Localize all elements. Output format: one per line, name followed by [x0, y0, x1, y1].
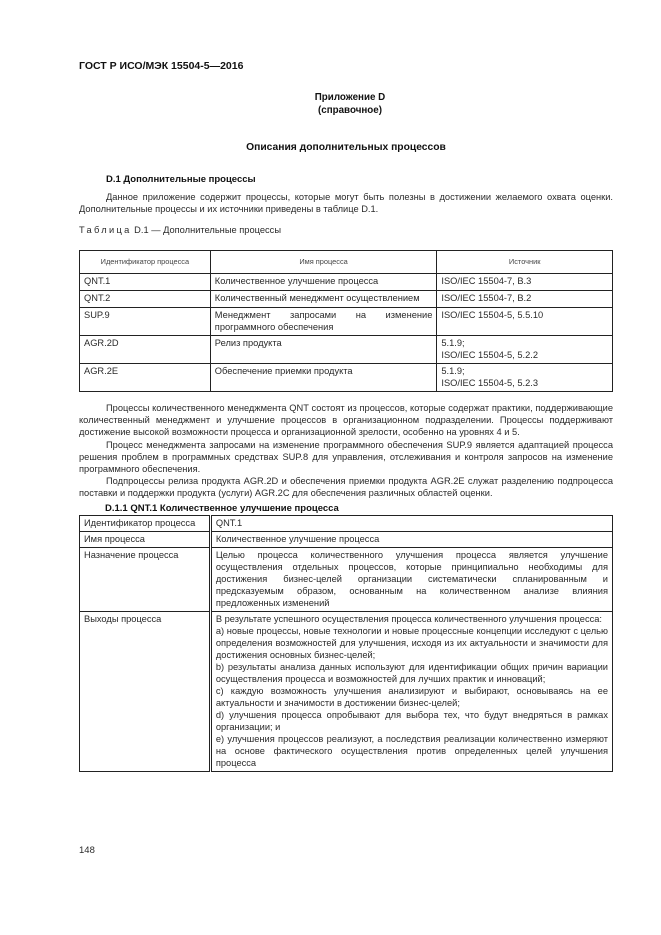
paragraph: Процесс менеджмента запросами на изменение программного обеспечения SUP.9 является адаптацией процесса решения проблем в программных средствах SUP.8 для управления, отслеживания и контроля запросов на изменение программного обеспечения.	[79, 439, 613, 475]
table-header-row	[80, 251, 613, 274]
column-header: Имя процесса	[210, 251, 437, 274]
table-row	[80, 548, 613, 612]
qnt1-process-table	[79, 515, 613, 772]
row-value: Целью процесса количественного улучшения процесса является улучшение осуществления отдельных процессов, которые принципиально необходимы для достижения бизнес-целей организации систематически спланированным и предсказуемым образом, основанным на количественном анализе влияния предложенных изменений	[210, 548, 612, 612]
table-caption	[79, 224, 281, 236]
process-id-cell: SUP.9	[80, 308, 211, 336]
table-caption-prefix: Таблица	[79, 225, 132, 235]
process-id-cell: QNT.1	[80, 274, 211, 291]
process-name-cell: Обеспечение приемки продукта	[210, 364, 437, 392]
source-cell: 5.1.9; ISO/IEC 15504-5, 5.2.3	[437, 364, 613, 392]
appendix-title: Приложение D	[314, 92, 386, 103]
source-cell: ISO/IEC 15504-7, В.3	[437, 274, 613, 291]
table-row	[80, 532, 613, 548]
row-label: Идентификатор процесса	[80, 516, 211, 532]
table-row	[80, 308, 613, 336]
source-cell: ISO/IEC 15504-5, 5.5.10	[437, 308, 613, 336]
d1-paragraphs	[79, 402, 613, 500]
d1-intro	[79, 191, 613, 215]
process-name-cell: Менеджмент запросами на изменение программного обеспечения	[210, 308, 437, 336]
document-header: ГОСТ Р ИСО/МЭК 15504-5—2016	[79, 60, 244, 72]
intro-paragraph: Данное приложение содержит процессы, которые могут быть полезны в достижении желаемого охвата оценки. Дополнительные процессы и их источники приведены в таблице D.1.	[79, 192, 613, 215]
additional-processes-table	[79, 250, 613, 392]
d11-heading: D.1.1 QNT.1 Количественное улучшение процесса	[105, 503, 339, 514]
source-cell: 5.1.9; ISO/IEC 15504-5, 5.2.2	[437, 336, 613, 364]
section-title: Описания дополнительных процессов	[246, 142, 446, 153]
process-id-cell: AGR.2E	[80, 364, 211, 392]
table-row	[80, 364, 613, 392]
process-name-cell: Количественный менеджмент осуществлением	[210, 291, 437, 308]
process-name-cell: Релиз продукта	[210, 336, 437, 364]
source-cell: ISO/IEC 15504-7, В.2	[437, 291, 613, 308]
table-row	[80, 612, 613, 772]
column-header: Источник	[437, 251, 613, 274]
table-row	[80, 274, 613, 291]
row-label: Имя процесса	[80, 532, 211, 548]
table-row	[80, 336, 613, 364]
outputs-line: d) улучшения процесса опробывают для выбора тех, что будут внедряться в рамках организации; и	[215, 710, 608, 732]
appendix-heading	[0, 91, 661, 117]
d1-heading: D.1 Дополнительные процессы	[106, 174, 256, 185]
process-id-cell: AGR.2D	[80, 336, 211, 364]
paragraph: Подпроцессы релиза продукта AGR.2D и обеспечения приемки продукта AGR.2E служат разделению подпроцесса поставки и поддержки продукта (услуги) AGR.2C для обеспечения различных областей оценки.	[79, 476, 613, 499]
row-value: Количественное улучшение процесса	[210, 532, 612, 548]
row-label: Выходы процесса	[80, 612, 211, 772]
paragraph: Процессы количественного менеджмента QNT состоят из процессов, которые содержат практики, поддерживающие количественный менеджмент и улучшение процессов в организационном подразделении. Процессы поддерживают достижение высокой возможности процесса и организационной зрелости, особенно на уровнях 4 и 5.	[79, 403, 613, 438]
process-name-cell: Количественное улучшение процесса	[210, 274, 437, 291]
process-id-cell: QNT.2	[80, 291, 211, 308]
outputs-line: a) новые процессы, новые технологии и новые процессные концепции исследуют с целью определения возможностей для улучшения, исходя из их актуальности и значимости для достижения основных бизнес-целей;	[215, 626, 608, 660]
outputs-line: b) результаты анализа данных используют для идентификации общих причин вариации осуществления процесса и возможностей для лучших практик и инноваций;	[215, 662, 608, 684]
page-number: 148	[79, 845, 95, 856]
row-label: Назначение процесса	[80, 548, 211, 612]
column-header: Идентификатор процесса	[80, 251, 211, 274]
table-row	[80, 516, 613, 532]
row-value: QNT.1	[210, 516, 612, 532]
outputs-list	[210, 612, 612, 772]
outputs-line: c) каждую возможность улучшения анализируют и выбирают, основываясь на ее актуальности и значимости в достижении бизнес-целей;	[215, 686, 608, 708]
outputs-line: e) улучшения процессов реализуют, а последствия реализации количественно измеряют на основе фактического осуществления против определенных целей улучшения процесса	[215, 734, 608, 768]
table-caption-text: D.1 — Дополнительные процессы	[131, 225, 281, 235]
outputs-line: В результате успешного осуществления процесса количественного улучшения процесса:	[215, 614, 603, 624]
table-row	[80, 291, 613, 308]
appendix-subtitle: (справочное)	[318, 105, 382, 116]
